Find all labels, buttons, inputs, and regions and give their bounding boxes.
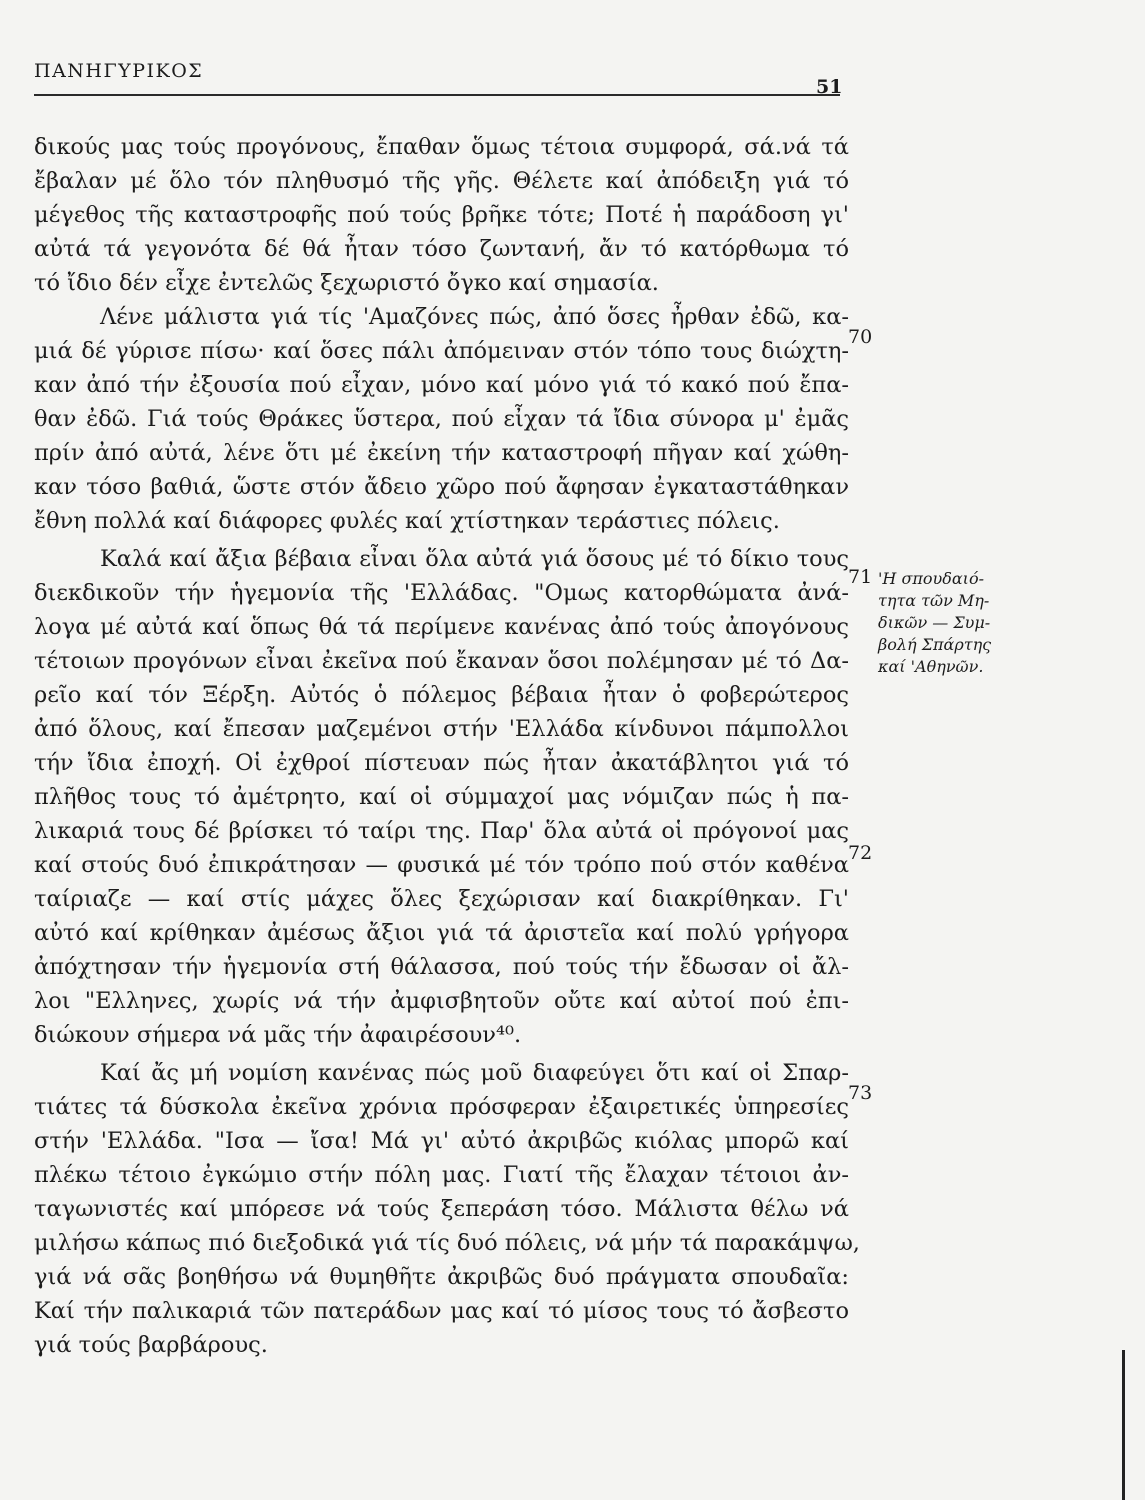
text-line: στήν 'Ελλάδα. "Ισα — ἴσα! Μά γι' αὐτό ἀκριβῶς κιόλας μπορῶ καί bbox=[34, 1128, 849, 1154]
text-line: Καί τήν παλικαριά τῶν πατεράδων μας καί τό μίσος τους τό ἄσβεστο bbox=[34, 1298, 849, 1324]
text-line: ἔθνη πολλά καί διάφορες φυλές καί χτίστηκαν τεράστιες πόλεις. bbox=[34, 508, 780, 534]
text-line: καν ἀπό τήν ἐξουσία πού εἶχαν, μόνο καί μόνο γιά τό κακό πού ἔπα- bbox=[34, 372, 849, 398]
text-line: καν τόσο βαθιά, ὥστε στόν ἄδειο χῶρο πού ἄφησαν ἐγκαταστάθηκαν bbox=[34, 474, 849, 500]
page-edge-mark bbox=[1122, 1350, 1125, 1500]
text-line: πλῆθος τους τό ἀμέτρητο, καί οἱ σύμμαχοί μας νόμιζαν πώς ἡ πα- bbox=[34, 784, 849, 810]
marginal-note-line: δικῶν — Συμ- bbox=[878, 613, 991, 632]
text-line: πρίν ἀπό αὐτά, λένε ὅτι μέ ἐκείνη τήν καταστροφή πῆγαν καί χώθη- bbox=[34, 440, 849, 466]
text-line: πλέκω τέτοιο ἐγκώμιο στήν πόλη μας. Γιατί τῆς ἔλαχαν τέτοιοι ἀν- bbox=[34, 1162, 849, 1188]
text-line: ἀπόχτησαν τήν ἡγεμονία στή θάλασσα, πού τούς τήν ἔδωσαν οἱ ἄλ- bbox=[34, 954, 849, 980]
text-line: Λένε μάλιστα γιά τίς 'Αμαζόνες πώς, ἀπό ὅσες ἦρθαν ἐδῶ, κα- bbox=[100, 304, 849, 330]
text-line: θαν ἐδῶ. Γιά τούς Θράκες ὕστερα, πού εἶχαν τά ἴδια σύνορα μ' ἐμᾶς bbox=[34, 406, 849, 432]
margin-section-number: 73 bbox=[848, 1082, 873, 1104]
margin-section-number: 72 bbox=[848, 842, 873, 864]
running-header-title: ΠΑΝΗΓΥΡΙΚΟΣ bbox=[34, 60, 204, 82]
marginal-note-line: βολή Σπάρτης bbox=[878, 635, 992, 654]
text-line: ταγωνιστές καί μπόρεσε νά τούς ξεπεράση τόσο. Μάλιστα θέλω νά bbox=[34, 1196, 849, 1222]
text-line: Καλά καί ἄξια βέβαια εἶναι ὅλα αὐτά γιά ὅσους μέ τό δίκιο τους bbox=[100, 546, 849, 572]
text-line: αὐτό καί κρίθηκαν ἀμέσως ἄξιοι γιά τά ἀριστεῖα καί πολύ γρήγορα bbox=[34, 920, 849, 946]
marginal-note-line: 'Η σπουδαιό- bbox=[878, 569, 984, 588]
text-line: ἔβαλαν μέ ὅλο τόν πληθυσμό τῆς γῆς. Θέλετε καί ἀπόδειξη γιά τό bbox=[34, 168, 849, 194]
text-line: τέτοιων προγόνων εἶναι ἐκεῖνα πού ἔκαναν ὅσοι πολέμησαν μέ τό Δα- bbox=[34, 648, 849, 674]
text-line: τήν ἴδια ἐποχή. Οἱ ἐχθροί πίστευαν πώς ἦταν ἀκατάβλητοι γιά τό bbox=[34, 750, 849, 776]
text-line: διεκδικοῦν τήν ἡγεμονία τῆς 'Ελλάδας. "Ομως κατορθώματα ἀνά- bbox=[34, 580, 849, 606]
text-line: διώκουν σήμερα νά μᾶς τήν ἀφαιρέσουν⁴⁰. bbox=[34, 1022, 522, 1048]
text-line: γιά τούς βαρβάρους. bbox=[34, 1332, 268, 1358]
margin-section-number: 71 bbox=[848, 566, 873, 588]
text-line: καί στούς δυό ἐπικράτησαν — φυσικά μέ τόν τρόπο πού στόν καθένα bbox=[34, 852, 849, 878]
text-line: τό ἴδιο δέν εἶχε ἐντελῶς ξεχωριστό ὄγκο καί σημασία. bbox=[34, 270, 659, 296]
text-line: μιά δέ γύρισε πίσω· καί ὅσες πάλι ἀπόμειναν στόν τόπο τους διώχτη- bbox=[34, 338, 849, 364]
text-line: ταίριαζε — καί στίς μάχες ὅλες ξεχώρισαν καί διακρίθηκαν. Γι' bbox=[34, 886, 849, 912]
text-line: ἀπό ὅλους, καί ἔπεσαν μαζεμένοι στήν 'Ελλάδα κίνδυνοι πάμπολλοι bbox=[34, 716, 849, 742]
text-line: αὐτά τά γεγονότα δέ θά ἦταν τόσο ζωντανή, ἄν τό κατόρθωμα τό bbox=[34, 236, 849, 262]
text-line: γιά νά σᾶς βοηθήσω νά θυμηθῆτε ἀκριβῶς δυό πράγματα σπουδαῖα: bbox=[34, 1264, 849, 1290]
text-line: λικαριά τους δέ βρίσκει τό ταίρι της. Παρ' ὅλα αὐτά οἱ πρόγονοί μας bbox=[34, 818, 849, 844]
marginal-note-line: τητα τῶν Μη- bbox=[878, 591, 990, 610]
text-line: ρεῖο καί τόν Ξέρξη. Αὐτός ὁ πόλεμος βέβαια ἦταν ὁ φοβερώτερος bbox=[34, 682, 849, 708]
text-line: Καί ἄς μή νομίση κανένας πώς μοῦ διαφεύγει ὅτι καί οἱ Σπαρ- bbox=[100, 1060, 849, 1086]
marginal-note-line: καί 'Αθηνῶν. bbox=[878, 657, 984, 676]
text-line: τιάτες τά δύσκολα ἐκεῖνα χρόνια πρόσφεραν ἐξαιρετικές ὑπηρεσίες bbox=[34, 1094, 849, 1120]
text-line: λοι "Ελληνες, χωρίς νά τήν ἀμφισβητοῦν οὔτε καί αὐτοί πού ἐπι- bbox=[34, 988, 849, 1014]
margin-section-number: 70 bbox=[848, 326, 873, 348]
text-line: μιλήσω κάπως πιό διεξοδικά γιά τίς δυό πόλεις, νά μήν τά παρακάμψω, bbox=[34, 1230, 860, 1256]
page-number: 51 bbox=[816, 76, 843, 98]
text-line: μέγεθος τῆς καταστροφῆς πού τούς βρῆκε τότε; Ποτέ ἡ παράδοση γι' bbox=[34, 202, 849, 228]
text-line: δικούς μας τούς προγόνους, ἔπαθαν ὅμως τέτοια συμφορά, σά.νά τά bbox=[34, 134, 849, 160]
header-rule bbox=[34, 94, 840, 96]
text-line: λογα μέ αὐτά καί ὅπως θά τά περίμενε κανένας ἀπό τούς ἀπογόνους bbox=[34, 614, 849, 640]
marginal-note bbox=[878, 568, 1048, 678]
